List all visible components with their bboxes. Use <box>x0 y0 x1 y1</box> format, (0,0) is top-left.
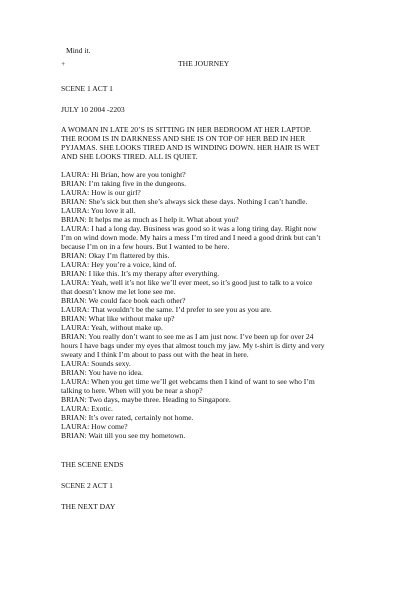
dialogue-line: BRIAN: It’s over rated, certainly not home. <box>61 413 194 422</box>
scene2-subheading: THE NEXT DAY <box>61 502 116 511</box>
dialogue-line: LAURA: Yeah, well it’s not like we’ll ever meet, so it’s good just to talk to a voice <box>61 278 313 287</box>
dialogue-line: BRIAN: Wait till you see my hometown. <box>61 431 186 440</box>
description-line: AND SHE LOOKS TIRED. ALL IS QUIET. <box>61 152 198 161</box>
document-title: THE JOURNEY <box>178 59 230 68</box>
dialogue-line: LAURA: That wouldn’t be the same. I’d prefer to see you as you are. <box>61 305 272 314</box>
dialogue-line: BRIAN: You really don’t want to see me as I am just now. I’ve been up for over 24 <box>61 332 314 341</box>
dialogue-line: LAURA: How is our girl? <box>61 188 141 197</box>
dialogue-line: BRIAN: I’m taking five in the dungeons. <box>61 179 187 188</box>
description-line: PYJAMAS. SHE LOOKS TIRED AND IS WINDING DOWN. HER HAIR IS WET <box>61 143 320 152</box>
dialogue-line: BRIAN: What like without make up? <box>61 314 175 323</box>
scene2-heading: SCENE 2 ACT 1 <box>61 481 113 490</box>
dialogue-line: LAURA: When you get time we’ll get webcams then I kind of want to see who I’m <box>61 377 315 386</box>
dialogue-line: BRIAN: She’s sick but then she’s always sick these days. Nothing I can’t handle. <box>61 197 308 206</box>
description-line: THE ROOM IS IN DARKNESS AND SHE IS ON TOP OF HER BED IN HER <box>61 134 306 143</box>
dialogue-line: talking to here. When will you be near a shop? <box>61 386 203 395</box>
dialogue-line: LAURA: Yeah, without make up. <box>61 323 163 332</box>
dialogue-line: I’m on wind down mode. My hairs a mess I’m tired and I need a good drink but can’t <box>61 233 321 242</box>
dialogue-line: LAURA: Hey you’re a voice, kind of. <box>61 260 177 269</box>
dialogue-line: BRIAN: It helps me as much as I help it. What about you? <box>61 215 239 224</box>
scene1-description <box>61 125 391 161</box>
description-line: A WOMAN IN LATE 20’S IS SITTING IN HER BEDROOM AT HER LAPTOP. <box>61 125 311 134</box>
dialogue-line: LAURA: I had a long day. Business was good so it was a long tiring day. Right now <box>61 224 317 233</box>
dialogue-line: LAURA: Sounds sexy. <box>61 359 131 368</box>
dialogue-line: BRIAN: Okay I’m flattered by this. <box>61 251 170 260</box>
dialogue-line: because I’m on in a few hours. But I wanted to be here. <box>61 242 230 251</box>
header-note: Mind it. <box>66 46 91 55</box>
dialogue-line: BRIAN: Two days, maybe three. Heading to Singapore. <box>61 395 231 404</box>
dialogue-line: BRIAN: You have no idea. <box>61 368 143 377</box>
dialogue-line: that doesn’t know me let lone see me. <box>61 287 176 296</box>
dialogue-line: BRIAN: I like this. It’s my therapy after everything. <box>61 269 220 278</box>
header-plus: + <box>61 59 66 68</box>
dialogue-line: LAURA: Hi Brian, how are you tonight? <box>61 170 186 179</box>
dialogue-line: hours I have bags under my eyes that almost touch my jaw. My t-shirt is dirty and very <box>61 341 325 350</box>
dialogue-line: BRIAN: We could face book each other? <box>61 296 186 305</box>
scene1-ending: THE SCENE ENDS <box>61 460 124 469</box>
dialogue-line: LAURA: How come? <box>61 422 128 431</box>
dialogue-line: LAURA: You love it all. <box>61 206 136 215</box>
scene1-heading: SCENE 1 ACT 1 <box>61 84 113 93</box>
scene1-date: JULY 10 2004 -2203 <box>61 105 125 114</box>
scene1-dialogue <box>61 170 391 440</box>
dialogue-line: LAURA: Exotic. <box>61 404 113 413</box>
dialogue-line: sweaty and I think I’m about to pass out with the heat in here. <box>61 350 249 359</box>
